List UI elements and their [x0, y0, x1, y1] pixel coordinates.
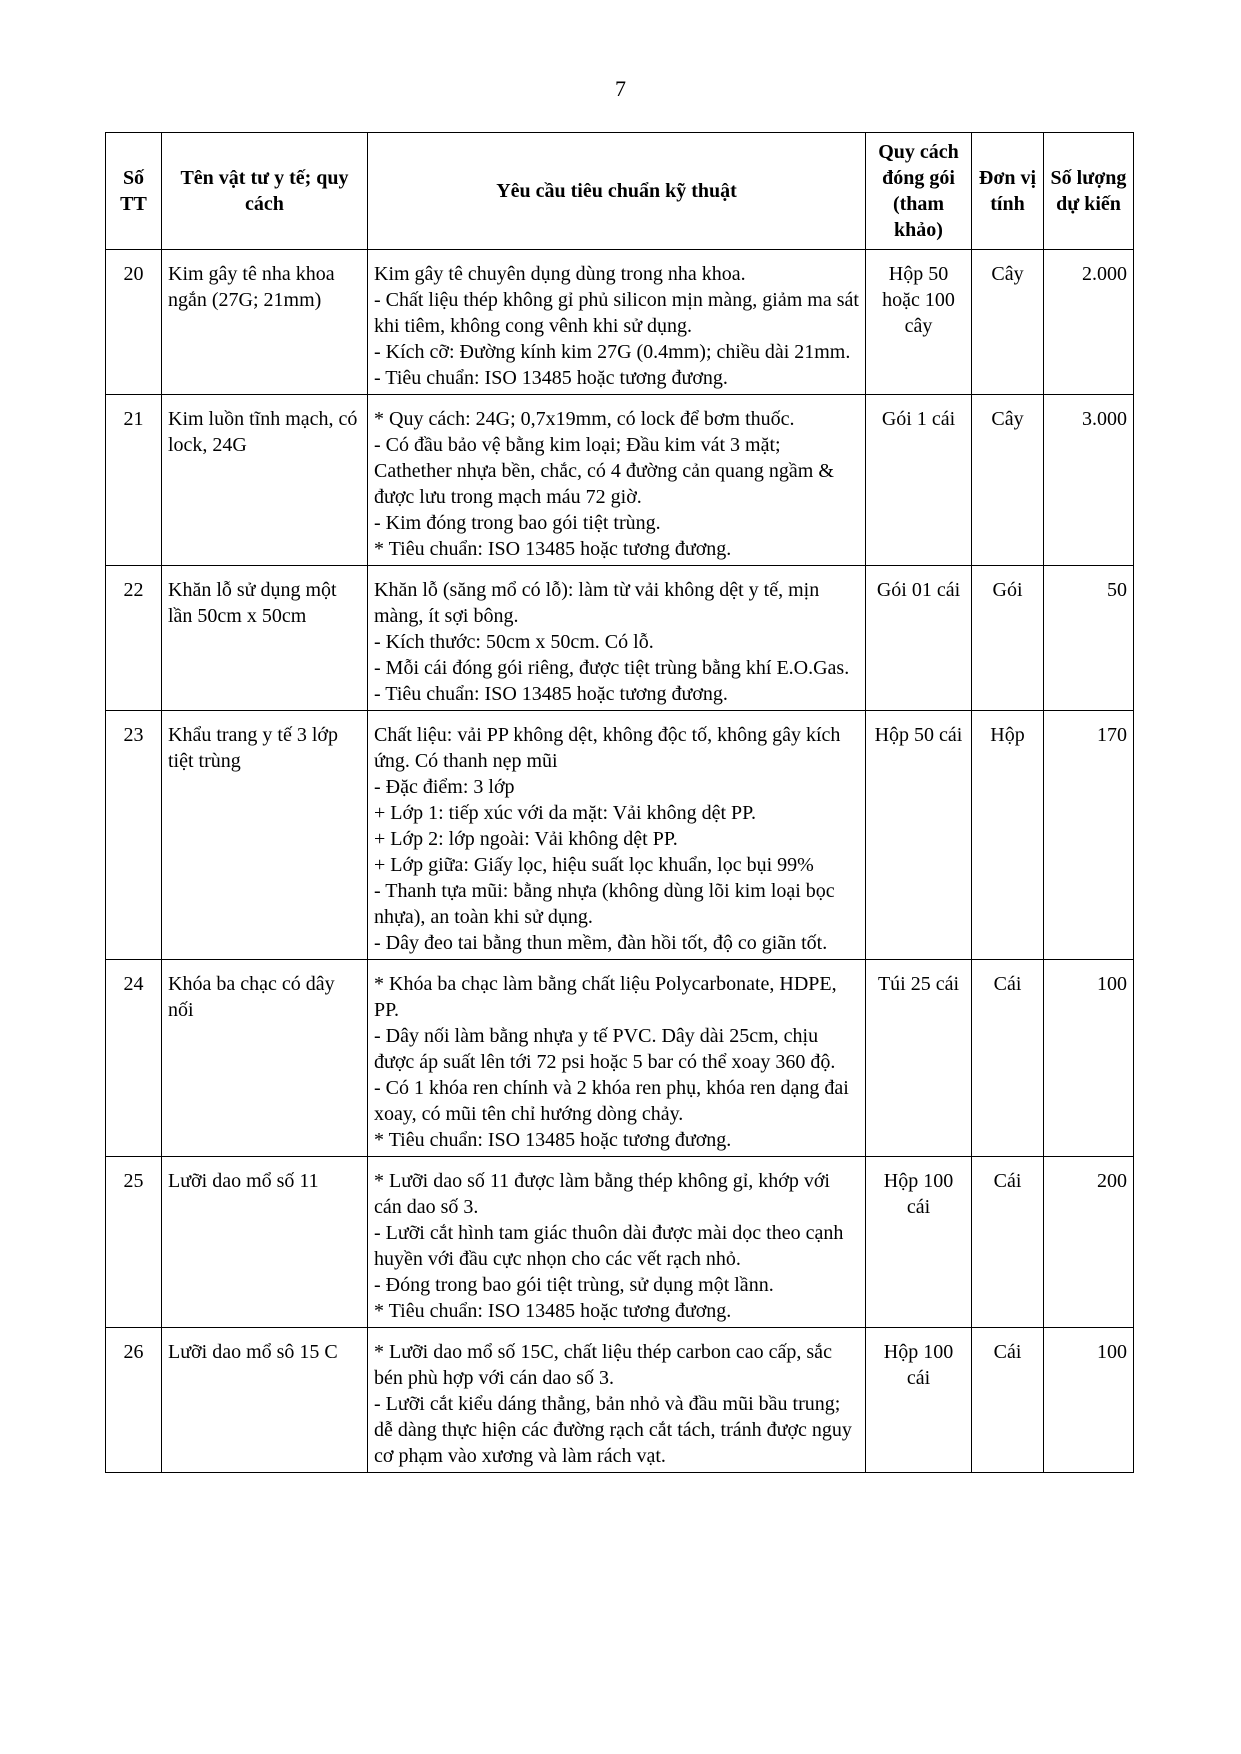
- cell-quantity: 50: [1044, 566, 1134, 711]
- table-row: [106, 960, 1134, 1157]
- cell-technical-spec: * Khóa ba chạc làm bằng chất liệu Polycarbonate, HDPE, PP. - Dây nối làm bằng nhựa y tế PVC. Dây dài 25cm, chịu được áp suất lên tới 72 psi hoặc 5 bar có thể xoay 360 độ. - Có 1 khóa ren chính và 2 khóa ren phụ, khóa ren dạng đai xoay, có mũi tên chỉ hướng dòng chảy. * Tiêu chuẩn: ISO 13485 hoặc tương đương.: [368, 960, 866, 1157]
- cell-item-name: Kim luồn tĩnh mạch, có lock, 24G: [162, 395, 368, 566]
- cell-item-name: Lưỡi dao mổ số 11: [162, 1157, 368, 1328]
- cell-item-name: Khẩu trang y tế 3 lớp tiệt trùng: [162, 711, 368, 960]
- cell-packaging: Gói 01 cái: [866, 566, 972, 711]
- supply-spec-table: [105, 132, 1134, 1473]
- cell-item-name: Lưỡi dao mổ sô 15 C: [162, 1328, 368, 1473]
- cell-stt: 21: [106, 395, 162, 566]
- cell-stt: 22: [106, 566, 162, 711]
- cell-unit: Cái: [972, 1157, 1044, 1328]
- cell-technical-spec: * Lưỡi dao mổ số 15C, chất liệu thép carbon cao cấp, sắc bén phù hợp với cán dao số 3. - Lưỡi cắt kiểu dáng thẳng, bản nhỏ và đầu mũi bầu trung; dễ dàng thực hiện các đường rạch cắt tách, tránh được nguy cơ phạm vào xương và làm rách vạt.: [368, 1328, 866, 1473]
- cell-quantity: 100: [1044, 1328, 1134, 1473]
- cell-unit: Hộp: [972, 711, 1044, 960]
- cell-quantity: 2.000: [1044, 250, 1134, 395]
- header-packaging: Quy cách đóng gói (tham khảo): [866, 133, 972, 250]
- cell-packaging: Hộp 50 hoặc 100 cây: [866, 250, 972, 395]
- cell-unit: Cái: [972, 1328, 1044, 1473]
- cell-stt: 23: [106, 711, 162, 960]
- cell-item-name: Kim gây tê nha khoa ngắn (27G; 21mm): [162, 250, 368, 395]
- cell-technical-spec: * Quy cách: 24G; 0,7x19mm, có lock để bơm thuốc. - Có đầu bảo vệ bằng kim loại; Đầu kim vát 3 mặt; Cathether nhựa bền, chắc, có 4 đường cản quang ngầm & được lưu trong mạch máu 72 giờ. - Kim đóng trong bao gói tiệt trùng. * Tiêu chuẩn: ISO 13485 hoặc tương đương.: [368, 395, 866, 566]
- cell-technical-spec: * Lưỡi dao số 11 được làm bằng thép không gỉ, khớp với cán dao số 3. - Lưỡi cắt hình tam giác thuôn dài được mài dọc theo cạnh huyền với đầu cực nhọn cho các vết rạch nhỏ. - Đóng trong bao gói tiệt trùng, sử dụng một lầnn. * Tiêu chuẩn: ISO 13485 hoặc tương đương.: [368, 1157, 866, 1328]
- cell-quantity: 170: [1044, 711, 1134, 960]
- cell-technical-spec: Kim gây tê chuyên dụng dùng trong nha khoa. - Chất liệu thép không gỉ phủ silicon mịn màng, giảm ma sát khi tiêm, không cong vênh khi sử dụng. - Kích cỡ: Đường kính kim 27G (0.4mm); chiều dài 21mm. - Tiêu chuẩn: ISO 13485 hoặc tương đương.: [368, 250, 866, 395]
- cell-item-name: Khóa ba chạc có dây nối: [162, 960, 368, 1157]
- cell-packaging: Hộp 50 cái: [866, 711, 972, 960]
- cell-stt: 20: [106, 250, 162, 395]
- header-unit: Đơn vị tính: [972, 133, 1044, 250]
- cell-technical-spec: Khăn lỗ (săng mổ có lỗ): làm từ vải không dệt y tế, mịn màng, ít sợi bông. - Kích thước: 50cm x 50cm. Có lỗ. - Mỗi cái đóng gói riêng, được tiệt trùng bằng khí E.O.Gas. - Tiêu chuẩn: ISO 13485 hoặc tương đương.: [368, 566, 866, 711]
- table-row: [106, 711, 1134, 960]
- table-row: [106, 566, 1134, 711]
- cell-technical-spec: Chất liệu: vải PP không dệt, không độc tố, không gây kích ứng. Có thanh nẹp mũi - Đặc điểm: 3 lớp + Lớp 1: tiếp xúc với da mặt: Vải không dệt PP. + Lớp 2: lớp ngoài: Vải không dệt PP. + Lớp giữa: Giấy lọc, hiệu suất lọc khuẩn, lọc bụi 99% - Thanh tựa mũi: bằng nhựa (không dùng lõi kim loại bọc nhựa), an toàn khi sử dụng. - Dây đeo tai bằng thun mềm, đàn hồi tốt, độ co giãn tốt.: [368, 711, 866, 960]
- cell-stt: 26: [106, 1328, 162, 1473]
- cell-stt: 25: [106, 1157, 162, 1328]
- cell-quantity: 200: [1044, 1157, 1134, 1328]
- cell-unit: Cây: [972, 250, 1044, 395]
- header-quantity: Số lượng dự kiến: [1044, 133, 1134, 250]
- cell-unit: Cây: [972, 395, 1044, 566]
- table-row: [106, 250, 1134, 395]
- cell-unit: Gói: [972, 566, 1044, 711]
- cell-packaging: Hộp 100 cái: [866, 1157, 972, 1328]
- header-technical-spec: Yêu cầu tiêu chuẩn kỹ thuật: [368, 133, 866, 250]
- header-item-name: Tên vật tư y tế; quy cách: [162, 133, 368, 250]
- cell-item-name: Khăn lỗ sử dụng một lần 50cm x 50cm: [162, 566, 368, 711]
- cell-packaging: Gói 1 cái: [866, 395, 972, 566]
- cell-quantity: 3.000: [1044, 395, 1134, 566]
- cell-unit: Cái: [972, 960, 1044, 1157]
- cell-packaging: Hộp 100 cái: [866, 1328, 972, 1473]
- table-row: [106, 1328, 1134, 1473]
- cell-packaging: Túi 25 cái: [866, 960, 972, 1157]
- table-row: [106, 1157, 1134, 1328]
- cell-quantity: 100: [1044, 960, 1134, 1157]
- table-header-row: [106, 133, 1134, 250]
- table-row: [106, 395, 1134, 566]
- header-stt: Số TT: [106, 133, 162, 250]
- page-number: 7: [615, 76, 626, 101]
- cell-stt: 24: [106, 960, 162, 1157]
